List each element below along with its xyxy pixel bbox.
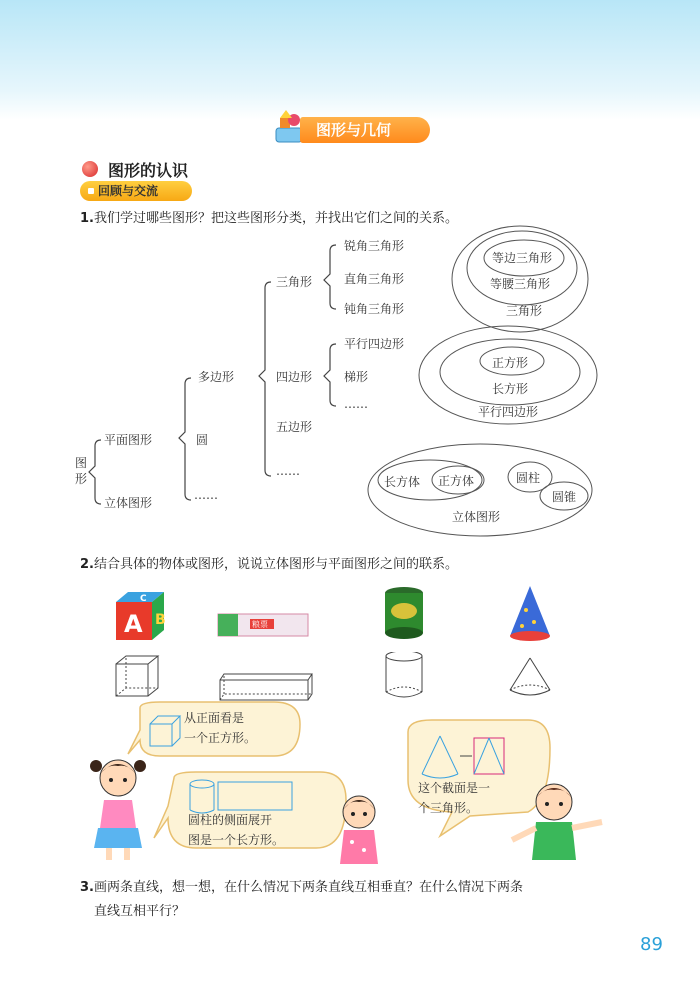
tree-circle: 圆 — [196, 433, 209, 447]
venn-parallelogram: 平行四边形 — [478, 405, 539, 419]
tree-solid-more: …… — [194, 488, 218, 502]
cylinder-shape — [386, 652, 422, 661]
unit-title: 图形与几何 — [316, 121, 392, 139]
cube-bubble-text — [184, 708, 256, 748]
block-letter-a: A — [124, 610, 143, 638]
question-2-number: 2. — [80, 557, 94, 572]
tree-quadrilateral: 四边形 — [276, 370, 313, 384]
question-3-line2: 直线互相平行？ — [94, 904, 186, 919]
tea-can-image — [382, 585, 426, 641]
venn-triangle: 三角形 — [506, 304, 543, 318]
box-label: 粮票 — [252, 620, 268, 629]
venn-cone: 圆锥 — [552, 490, 577, 504]
venn-cuboid: 长方体 — [384, 475, 421, 489]
candy-box-image — [216, 612, 312, 640]
question-3-number: 3. — [80, 880, 94, 895]
girl-middle-illustration — [332, 790, 386, 870]
cone-bubble-line2: 个三角形。 — [418, 801, 479, 815]
venn-cube: 正方体 — [438, 474, 475, 488]
tree-quad-more: …… — [344, 397, 368, 411]
cube-bubble-line2: 一个正方形。 — [184, 731, 257, 745]
review-label: 回顾与交流 — [98, 184, 159, 198]
section-title: 图形的认识 — [108, 161, 189, 180]
question-3-line1: 画两条直线，想一想，在什么情况下两条直线互相垂直？在什么情况下两条 — [93, 880, 523, 895]
tree-plane: 平面图形 — [104, 433, 153, 447]
tree-parallelogram: 平行四边形 — [344, 337, 405, 351]
tree-polygon: 多边形 — [198, 370, 235, 384]
cuboid-shape — [220, 680, 308, 700]
cube-shape — [116, 664, 148, 696]
venn-square: 正方形 — [492, 356, 529, 370]
venn-equilateral: 等边三角形 — [492, 251, 553, 265]
tree-acute: 锐角三角形 — [344, 239, 405, 253]
cube-bubble-line1: 从正面看是 — [184, 711, 245, 725]
question-1-text: 我们学过哪些图形？把这些图形分类，并找出它们之间的关系。 — [93, 211, 458, 226]
block-letter-b: B — [155, 612, 166, 628]
question-3 — [80, 876, 523, 895]
page-number: 89 — [640, 934, 663, 955]
tree-right: 直角三角形 — [344, 272, 405, 286]
geometry-shapes-row — [108, 652, 700, 704]
block-letter-c: C — [140, 594, 147, 604]
boy-right-illustration — [510, 778, 610, 862]
question-1-number: 1. — [80, 211, 94, 226]
cylinder-bubble-text — [188, 810, 284, 850]
venn-isosceles: 等腰三角形 — [490, 277, 551, 291]
tree-poly-more: …… — [276, 464, 300, 478]
tree-root: 图形 — [75, 456, 88, 486]
tree-solid: 立体图形 — [104, 496, 153, 510]
tree-obtuse: 钝角三角形 — [344, 302, 405, 316]
question-2 — [80, 553, 458, 572]
letter-block-image — [110, 588, 170, 644]
venn-cylinder: 圆柱 — [516, 471, 541, 485]
cone-bubble-text — [418, 778, 490, 818]
cylinder-bubble-line2: 图是一个长方形。 — [188, 833, 285, 847]
venn-rectangle: 长方形 — [492, 382, 529, 396]
tree-trapezoid: 梯形 — [344, 370, 369, 384]
question-2-text: 结合具体的物体或图形，说说立体图形与平面图形之间的联系。 — [93, 557, 458, 572]
girl-left-illustration — [88, 752, 152, 862]
cylinder-bubble-line1: 圆柱的侧面展开 — [188, 813, 273, 827]
party-hat-image — [506, 584, 554, 644]
venn-solid: 立体图形 — [452, 510, 501, 524]
cone-bubble-line1: 这个截面是一 — [418, 781, 491, 795]
tree-pentagon: 五边形 — [276, 420, 313, 434]
tree-triangle: 三角形 — [276, 275, 313, 289]
